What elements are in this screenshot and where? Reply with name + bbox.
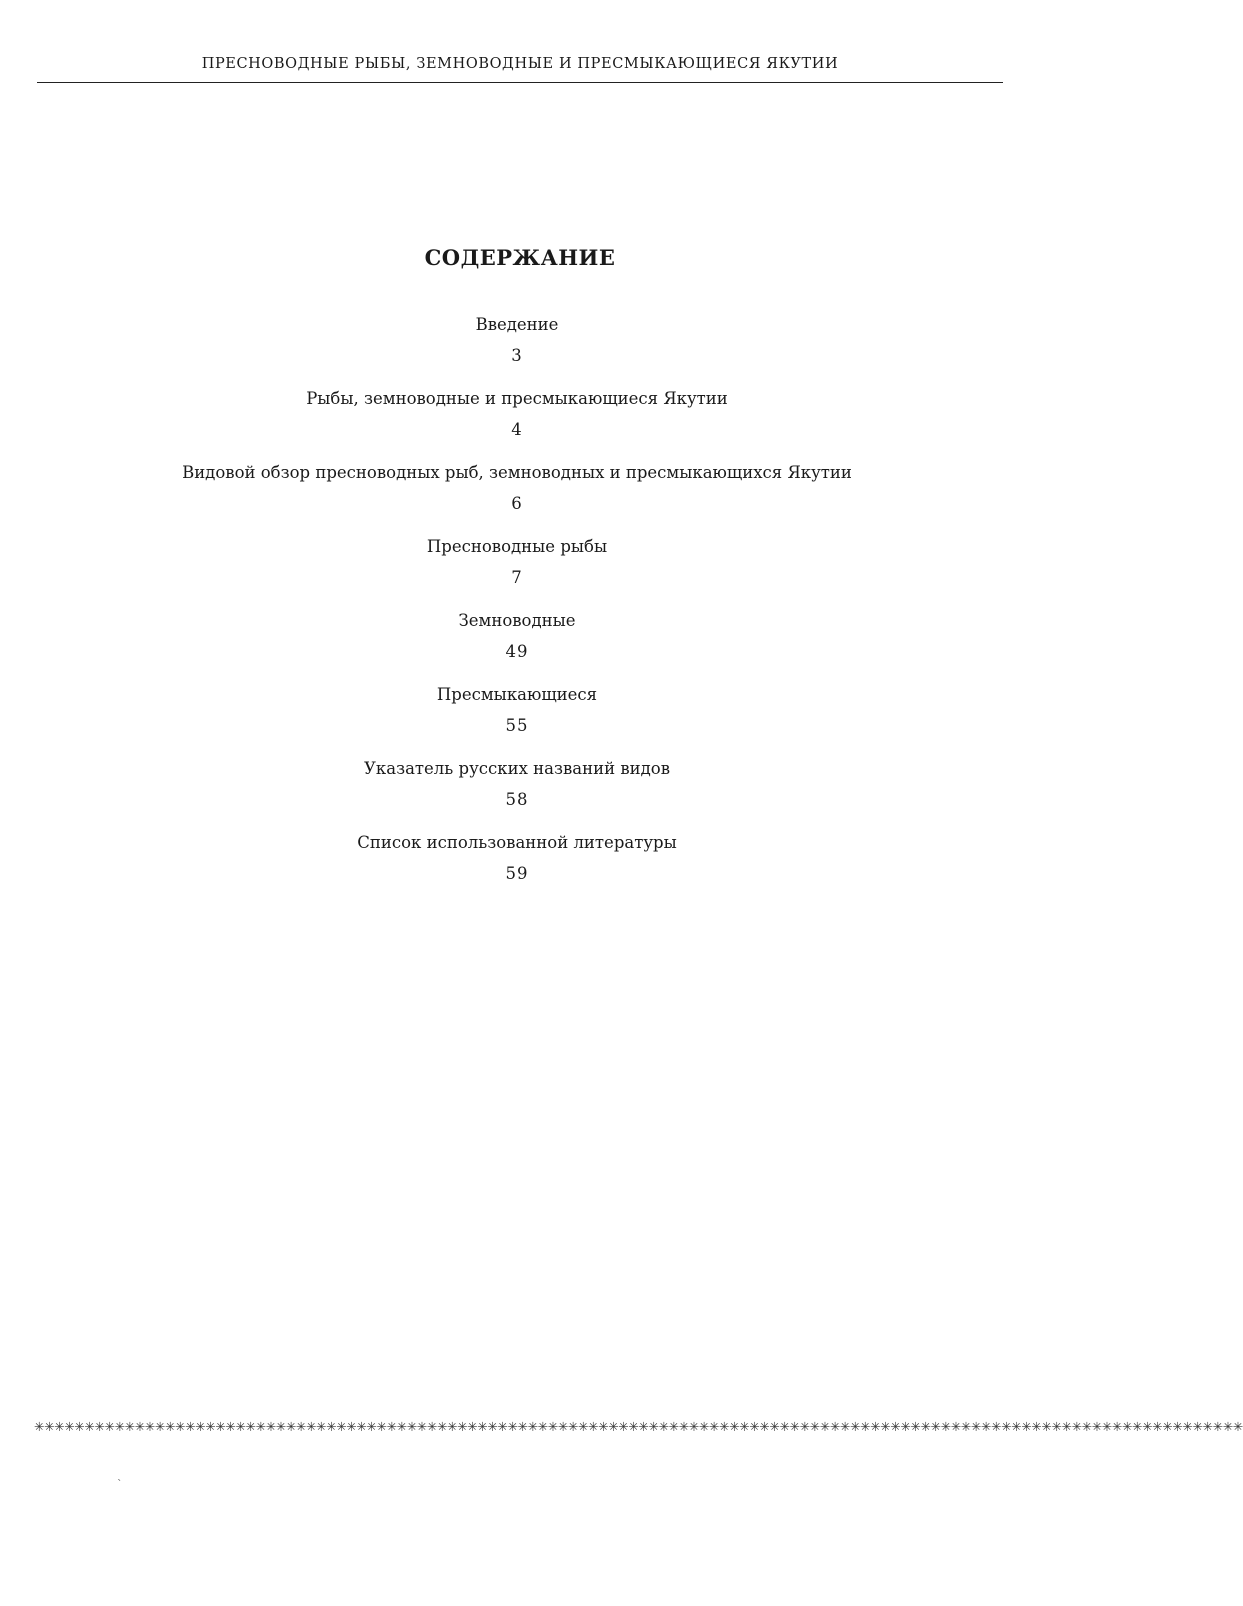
toc-entry-freshwater-fish[interactable] — [0, 535, 1034, 609]
toc-entry-species-index[interactable] — [0, 757, 1034, 831]
toc-entry-page: 3 — [511, 346, 523, 365]
stray-mark: ` — [117, 1478, 123, 1491]
toc-entry-page: 6 — [511, 494, 523, 513]
toc-entry-introduction[interactable] — [0, 313, 1034, 387]
toc-entry-fauna-overview[interactable] — [0, 387, 1034, 461]
toc-entry-label: Пресноводные рыбы — [426, 537, 608, 556]
toc-entry-label: Рыбы, земноводные и пресмыкающиеся Якутии — [306, 389, 728, 408]
toc-entry-label: Введение — [475, 315, 559, 334]
toc-entry-page: 49 — [505, 642, 529, 661]
toc-entry-reptiles[interactable] — [0, 683, 1034, 757]
toc-entry-label: Указатель русских названий видов — [364, 759, 670, 778]
snowflake-ornament-icon: ✳✳✳✳✳✳✳✳✳✳✳✳✳✳✳✳✳✳✳✳✳✳✳✳✳✳✳✳✳✳✳✳✳✳✳✳✳✳✳✳✳✳✳✳✳✳✳✳✳✳✳✳✳✳✳✳✳✳✳✳✳✳✳✳✳✳✳✳✳✳✳✳✳✳✳✳✳✳✳✳✳✳✳✳✳✳✳✳✳✳✳✳✳✳✳✳✳✳✳✳✳✳✳✳✳✳✳✳✳✳✳✳✳✳✳✳✳✳✳✳ — [34, 1419, 1243, 1434]
toc-entry-page: 4 — [511, 420, 523, 439]
toc-entry-page: 7 — [511, 568, 523, 587]
toc-entry-label: Список использованной литературы — [357, 833, 677, 852]
toc-entry-label: Земноводные — [458, 611, 576, 630]
toc-entry-page: 55 — [505, 716, 529, 735]
toc-entry-page: 58 — [505, 790, 529, 809]
toc-entry-references[interactable] — [0, 831, 1034, 905]
toc-list — [0, 313, 1034, 905]
toc-title: СОДЕРЖАНИЕ — [424, 245, 616, 270]
toc-entry-page: 59 — [505, 864, 529, 883]
toc-entry-amphibians[interactable] — [0, 609, 1034, 683]
header-rule — [37, 82, 1003, 83]
toc-entry-label: Видовой обзор пресноводных рыб, земноводных и пресмыкающихся Якутии — [182, 463, 852, 482]
toc-entry-species-review[interactable] — [0, 461, 1034, 535]
running-header: ПРЕСНОВОДНЫЕ РЫБЫ, ЗЕМНОВОДНЫЕ И ПРЕСМЫКАЮЩИЕСЯ ЯКУТИИ — [201, 56, 839, 72]
toc-entry-label: Пресмыкающиеся — [436, 685, 598, 704]
